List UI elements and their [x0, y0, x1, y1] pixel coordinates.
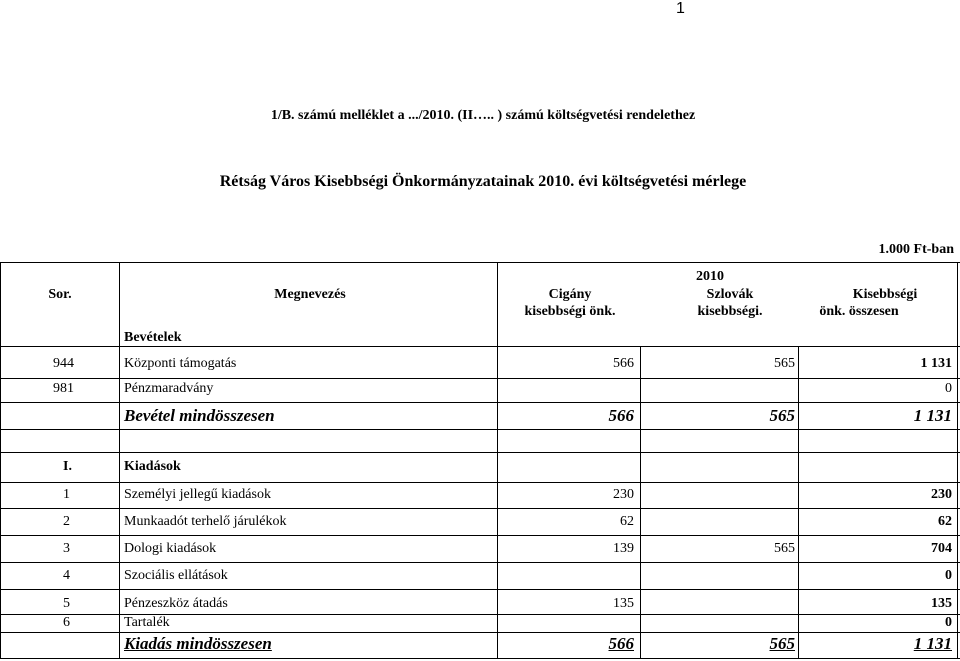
expense-row-c1: 139: [613, 541, 634, 556]
header-year: 2010: [696, 269, 724, 284]
annex-title: 1/B. számú melléklet a .../2010. (II….. ) számú költségvetési rendelethez: [270, 108, 696, 123]
expense-row-c2: 565: [774, 541, 795, 556]
income-row-sor: 944: [53, 356, 74, 371]
header-megnevezes: Megnevezés: [274, 287, 346, 302]
expense-row-total: 0: [945, 615, 952, 630]
expense-row-sor: 3: [63, 541, 70, 556]
expense-row-c1: 230: [613, 487, 634, 502]
expense-row-name: Munkaadót terhelő járulékok: [124, 514, 287, 529]
expense-row-total: 0: [945, 568, 952, 583]
income-row-total: 1 131: [920, 356, 952, 371]
header-col-szlovak: Szlovák kisebbségi.: [697, 287, 763, 319]
expense-row-sor: 4: [63, 568, 70, 583]
income-total-c2: 565: [769, 406, 795, 425]
expense-row-total: 135: [931, 596, 952, 611]
header-col-cigany: Cigány kisebbségi önk.: [524, 287, 616, 319]
income-row-c1: 566: [613, 356, 634, 371]
expense-row-c1: 62: [620, 514, 634, 529]
expense-row-total: 230: [931, 487, 952, 502]
expense-row-name: Dologi kiadások: [124, 541, 217, 556]
income-row-sor: 981: [53, 381, 74, 396]
income-total-total: 1 131: [913, 406, 952, 425]
expense-row-total: 62: [938, 514, 952, 529]
expense-row-name: Tartalék: [124, 615, 170, 630]
unit-label: 1.000 Ft-ban: [878, 242, 954, 257]
header-col-osszesen: Kisebbségi önk. összesen: [819, 287, 918, 319]
expense-row-sor: 1: [63, 487, 70, 502]
expense-total-c2: 565: [769, 634, 795, 653]
income-total-label: Bevétel mindösszesen: [124, 406, 275, 425]
income-row-total: 0: [945, 381, 952, 396]
expense-total-total: 1 131: [913, 634, 952, 653]
expense-section-roman: I.: [63, 459, 72, 474]
income-row-name: Központi támogatás: [124, 356, 237, 371]
expense-row-name: Szociális ellátások: [124, 568, 228, 583]
expense-row-name: Pénzeszköz átadás: [124, 596, 228, 611]
income-total-c1: 566: [608, 406, 634, 425]
income-row-name: Pénzmaradvány: [124, 381, 214, 396]
expense-row-sor: 6: [63, 615, 70, 630]
main-title: Rétság Város Kisebbségi Önkormányzatainak 2010. évi költségvetési mérlege: [219, 173, 747, 190]
expense-row-c1: 135: [613, 596, 634, 611]
income-section-label: Bevételek: [124, 330, 182, 345]
expense-total-label: Kiadás mindösszesen: [124, 634, 272, 653]
expense-row-name: Személyi jellegű kiadások: [124, 487, 271, 502]
expense-row-sor: 5: [63, 596, 70, 611]
header-sor: Sor.: [48, 287, 72, 302]
page-number: 1: [676, 0, 685, 17]
expense-section-label: Kiadások: [124, 459, 181, 474]
expense-row-sor: 2: [63, 514, 70, 529]
expense-total-c1: 566: [608, 634, 634, 653]
income-row-c2: 565: [774, 356, 795, 371]
expense-row-total: 704: [931, 541, 952, 556]
